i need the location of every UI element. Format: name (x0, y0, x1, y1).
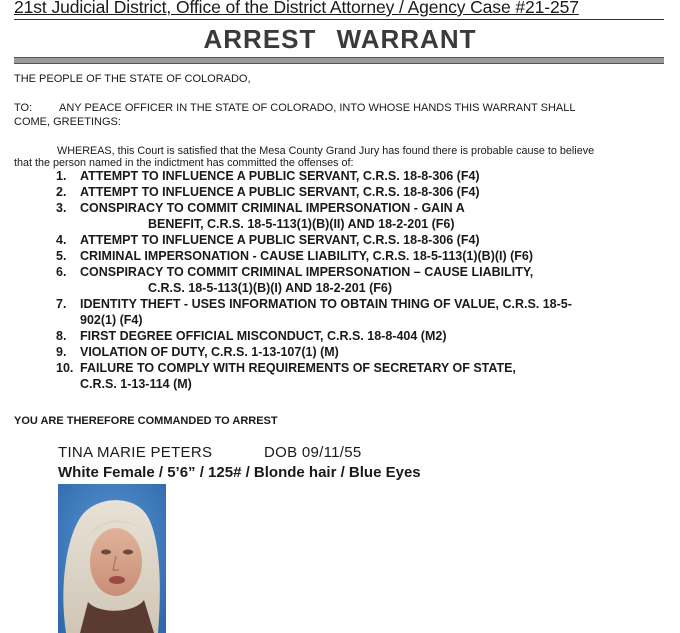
offense-list (56, 168, 656, 392)
offense-text: FAILURE TO COMPLY WITH REQUIREMENTS OF SECRETARY OF STATE, (80, 361, 516, 375)
offense-item (56, 232, 656, 248)
offense-item (56, 248, 656, 264)
offense-text: CONSPIRACY TO COMMIT CRIMINAL IMPERSONATION – CAUSE LIABILITY, (80, 265, 534, 279)
offense-continuation: C.R.S. 18-5-113(1)(B)(I) AND 18-2-201 (F6) (148, 281, 393, 295)
offense-continuation: BENEFIT, C.R.S. 18-5-113(1)(B)(II) AND 18-2-201 (F6) (148, 217, 455, 231)
offense-item (56, 200, 656, 216)
to-text-line-1: ANY PEACE OFFICER IN THE STATE OF COLORADO, INTO WHOSE HANDS THIS WARRANT SHALL (59, 102, 576, 114)
offense-text: CRIMINAL IMPERSONATION - CAUSE LIABILITY, C.R.S. 18-5-113(1)(B)(I) (F6) (80, 249, 534, 263)
to-text-line-2: COME, GREETINGS: (14, 116, 121, 128)
whereas-line-1: WHEREAS, this Court is satisfied that the Mesa County Grand Jury has found there is probable cause to believe (57, 145, 595, 157)
offense-number: 2. (56, 185, 67, 199)
offense-text: FIRST DEGREE OFFICIAL MISCONDUCT, C.R.S. 18-8-404 (M2) (80, 329, 447, 343)
offense-text: ATTEMPT TO INFLUENCE A PUBLIC SERVANT, C.R.S. 18-8-306 (F4) (80, 233, 480, 247)
offense-number: 10. (56, 361, 74, 375)
to-label: TO: (14, 102, 33, 114)
offense-item (56, 184, 656, 200)
title-rule-bar (14, 57, 664, 64)
offense-item (56, 264, 656, 280)
subject-description: White Female / 5’6” / 125# / Blonde hair / Blue Eyes (58, 464, 421, 481)
subject-photo (58, 484, 166, 633)
offense-item (56, 168, 656, 184)
command-line: YOU ARE THEREFORE COMMANDED TO ARREST (14, 415, 278, 427)
offense-text: VIOLATION OF DUTY, C.R.S. 1-13-107(1) (M) (80, 345, 339, 359)
offense-number: 7. (56, 297, 67, 311)
document-title: ARREST WARRANT (203, 24, 477, 54)
whereas-line-2: that the person named in the indictment has committed the offenses of: (14, 157, 354, 169)
people-line: THE PEOPLE OF THE STATE OF COLORADO, (14, 73, 251, 85)
offense-number: 9. (56, 345, 67, 359)
offense-continuation: C.R.S. 1-13-114 (M) (80, 377, 192, 391)
header-rule (14, 19, 664, 20)
subject-photo-icon (58, 484, 166, 633)
offense-text: ATTEMPT TO INFLUENCE A PUBLIC SERVANT, C.R.S. 18-8-306 (F4) (80, 169, 480, 183)
offense-item (56, 344, 656, 360)
offense-number: 4. (56, 233, 67, 247)
offense-item (56, 296, 656, 312)
offense-item (56, 360, 656, 376)
offense-number: 6. (56, 265, 67, 279)
subject-dob: DOB 09/11/55 (264, 444, 362, 461)
offense-number: 5. (56, 249, 67, 263)
header-case-line: 21st Judicial District, Office of the District Attorney / Agency Case #21-257 (14, 0, 579, 17)
offense-number: 1. (56, 169, 67, 183)
offense-number: 8. (56, 329, 67, 343)
subject-name: TINA MARIE PETERS (58, 444, 213, 461)
offense-continuation: 902(1) (F4) (80, 313, 143, 327)
offense-text: ATTEMPT TO INFLUENCE A PUBLIC SERVANT, C.R.S. 18-8-306 (F4) (80, 185, 480, 199)
offense-number: 3. (56, 201, 67, 215)
offense-text: CONSPIRACY TO COMMIT CRIMINAL IMPERSONATION - GAIN A (80, 201, 465, 215)
offense-item (56, 328, 656, 344)
offense-text: IDENTITY THEFT - USES INFORMATION TO OBTAIN THING OF VALUE, C.R.S. 18-5- (80, 297, 572, 311)
